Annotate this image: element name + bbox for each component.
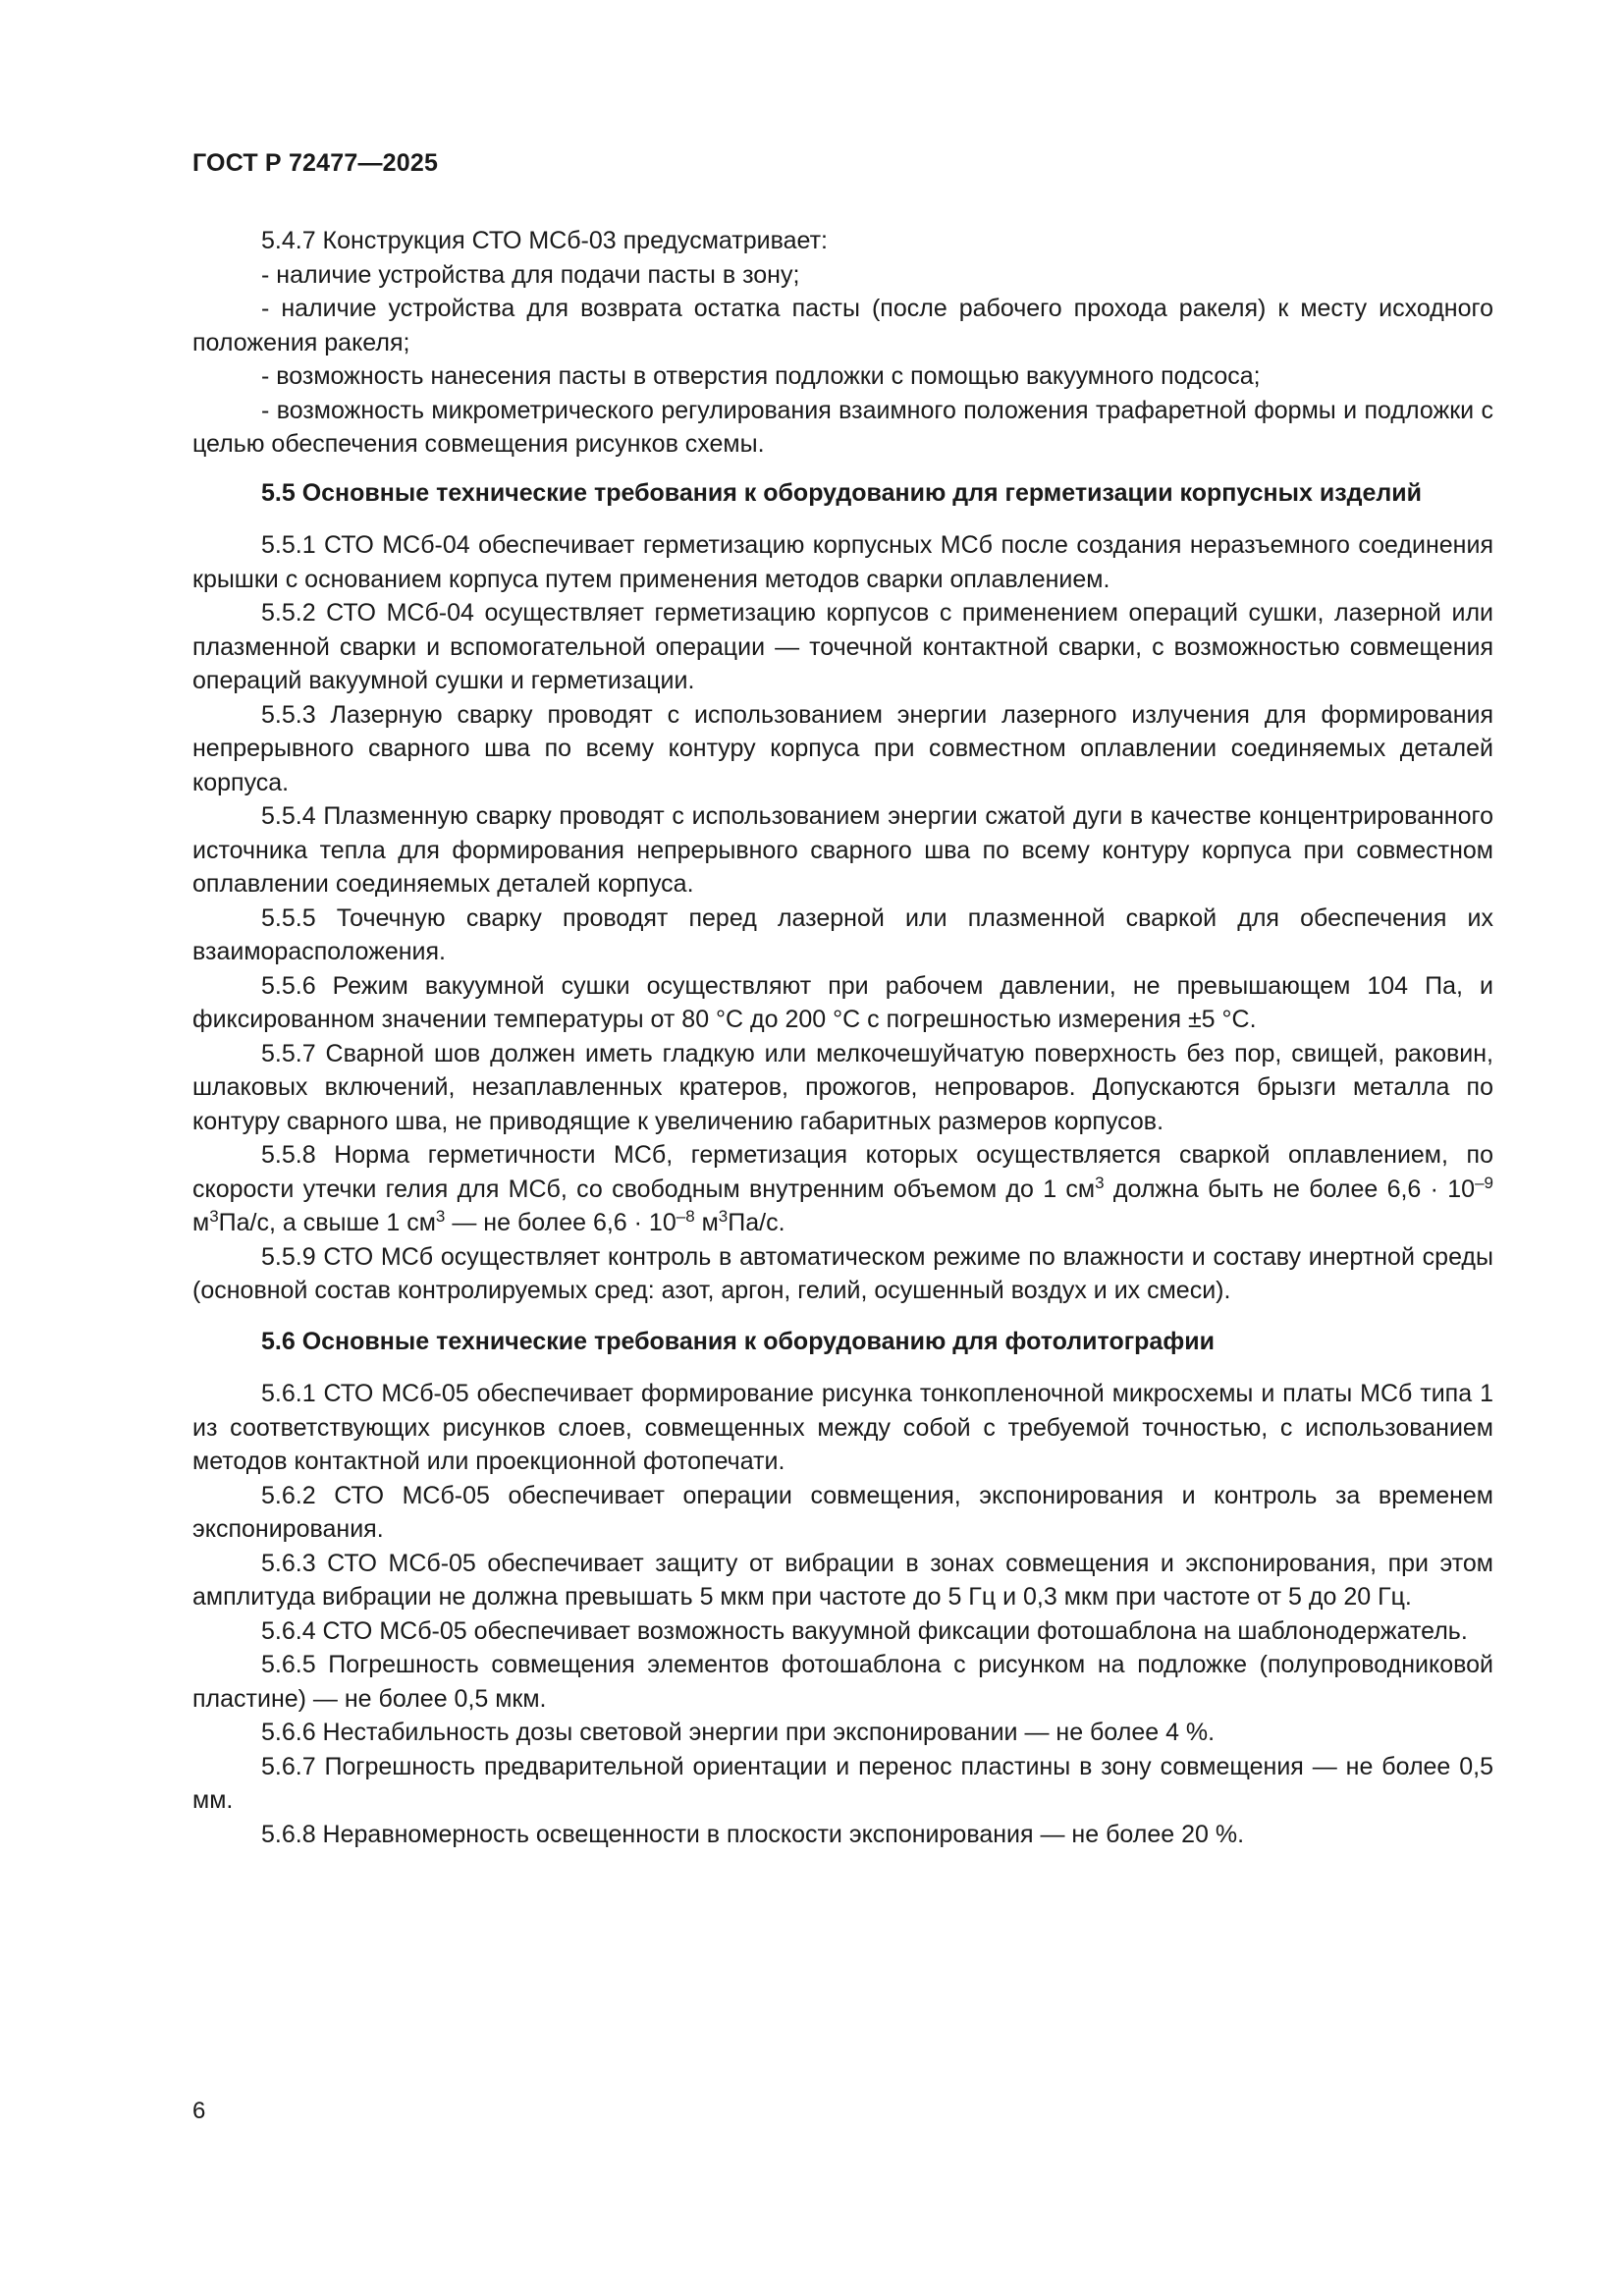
paragraph-5-6-8: 5.6.8 Неравномерность освещенности в плоскости экспонирования — не более 20 %. — [261, 1820, 1245, 1848]
text-segment: должна быть не более 6,6 · 10 — [1104, 1175, 1476, 1203]
superscript: 3 — [209, 1207, 219, 1226]
paragraph-5-5-4: 5.5.4 Плазменную сварку проводят с использованием энергии сжатой дуги в качестве концентрированного источника тепла для формирования непрерывного сварного шва по всему контуру корпуса при совместном оплавлении соединяемых деталей корпуса. — [192, 802, 1493, 898]
superscript: 3 — [435, 1207, 446, 1226]
paragraph-5-5-7: 5.5.7 Сварной шов должен иметь гладкую или мелкочешуйчатую поверхность без пор, свищей, раковин, шлаковых включений, незаплавленных кратеров, прожогов, непроваров. Допускаются брызги металла по контуру сварного шва, не приводящие к увеличению габаритных размеров корпусов. — [192, 1039, 1493, 1135]
text-segment: Па/с. — [728, 1209, 785, 1236]
paragraph-5-5-5: 5.5.5 Точечную сварку проводят перед лазерной или плазменной сваркой для обеспечения их взаиморасположения. — [192, 903, 1493, 965]
list-item: - наличие устройства для подачи пасты в зону; — [261, 260, 800, 289]
document-body — [192, 224, 1493, 1851]
text-segment: м — [694, 1209, 719, 1236]
paragraph-5-5-2: 5.5.2 СТО МСб-04 осуществляет герметизацию корпусов с применением операций сушки, лазерной или плазменной сварки и вспомогательной операции — точечной контактной сварки, с возможностью совмещения операций вакуумной сушки и герметизации. — [192, 599, 1493, 694]
paragraph-5-6-2: 5.6.2 СТО МСб-05 обеспечивает операции совмещения, экспонирования и контроль за временем экспонирования. — [192, 1481, 1493, 1543]
list-item: - возможность нанесения пасты в отверстия подложки с помощью вакуумного подсоса; — [261, 362, 1261, 390]
superscript: 3 — [1095, 1173, 1105, 1192]
paragraph-5-6-5: 5.6.5 Погрешность совмещения элементов фотошаблона с рисунком на подложке (полупроводниковой пластине) — не более 0,5 мкм. — [192, 1651, 1493, 1713]
paragraph-5-6-1: 5.6.1 СТО МСб-05 обеспечивает формирование рисунка тонкопленочной микросхемы и платы МСб типа 1 из соответствующих рисунков слоев, совмещенных между собой с требуемой точностью, с использованием методов контактной или проекционной фотопечати. — [192, 1380, 1493, 1475]
list-item: - наличие устройства для возврата остатка пасты (после рабочего прохода ракеля) к месту исходного положения ракеля; — [192, 295, 1493, 356]
paragraph-5-6-6: 5.6.6 Нестабильность дозы световой энергии при экспонировании — не более 4 %. — [261, 1719, 1216, 1746]
paragraph-5-6-3: 5.6.3 СТО МСб-05 обеспечивает защиту от вибрации в зонах совмещения и экспонирования, при этом амплитуда вибрации не должна превышать 5 мкм при частоте до 5 Гц и 0,3 мкм при частоте от 5 до 20 Гц. — [192, 1549, 1493, 1611]
superscript: 3 — [718, 1207, 729, 1226]
paragraph-5-5-3: 5.5.3 Лазерную сварку проводят с использованием энергии лазерного излучения для формирования непрерывного сварного шва по всему контуру корпуса при совместном оплавлении соединяемых деталей корпуса. — [192, 700, 1493, 796]
section-heading-5-6: 5.6 Основные технические требования к оборудованию для фотолитографии — [261, 1327, 1215, 1355]
document-header: ГОСТ Р 72477—2025 — [192, 149, 439, 177]
document-page — [192, 0, 1493, 2296]
text-segment: 5.5.8 Норма герметичности МСб, герметизация которых осуществляется сваркой оплавлением, по скорости утечки гелия для МСб, со свободным внутренним объемом до 1 см — [192, 1141, 1493, 1203]
page-number: 6 — [192, 2098, 206, 2124]
section-heading-5-5: 5.5 Основные технические требования к оборудованию для герметизации корпусных изделий — [261, 478, 1423, 507]
superscript: –9 — [1475, 1173, 1493, 1192]
text-segment: — не более 6,6 · 10 — [445, 1209, 676, 1236]
paragraph-5-5-1: 5.5.1 СТО МСб-04 обеспечивает герметизацию корпусных МСб после создания неразъемного соединения крышки с основанием корпуса путем применения методов сварки оплавлением. — [192, 531, 1493, 593]
superscript: –8 — [676, 1207, 695, 1226]
text-segment: м — [192, 1209, 210, 1236]
list-item: - возможность микрометрического регулирования взаимного положения трафаретной формы и подложки с целью обеспечения совмещения рисунков схемы. — [192, 396, 1493, 458]
paragraph-5-6-4: 5.6.4 СТО МСб-05 обеспечивает возможность вакуумной фиксации фотошаблона на шаблонодержатель. — [261, 1616, 1468, 1645]
paragraph-5-5-9: 5.5.9 СТО МСб осуществляет контроль в автоматическом режиме по влажности и составу инертной среды (основной состав контролируемых сред: азот, аргон, гелий, осушенный воздух и их смеси). — [192, 1242, 1493, 1304]
paragraph-5-6-7: 5.6.7 Погрешность предварительной ориентации и перенос пластины в зону совмещения — не более 0,5 мм. — [192, 1752, 1493, 1814]
paragraph-5-5-8 — [192, 1138, 1493, 1240]
paragraph-5-5-6: 5.5.6 Режим вакуумной сушки осуществляют при рабочем давлении, не превышающем 104 Па, и фиксированном значении температуры от 80 °С до 200 °С с погрешностью измерения ±5 °С. — [192, 971, 1493, 1033]
text-segment: Па/с, а свыше 1 см — [218, 1209, 436, 1236]
paragraph-5-4-7: 5.4.7 Конструкция СТО МСб-03 предусматривает: — [261, 227, 828, 254]
